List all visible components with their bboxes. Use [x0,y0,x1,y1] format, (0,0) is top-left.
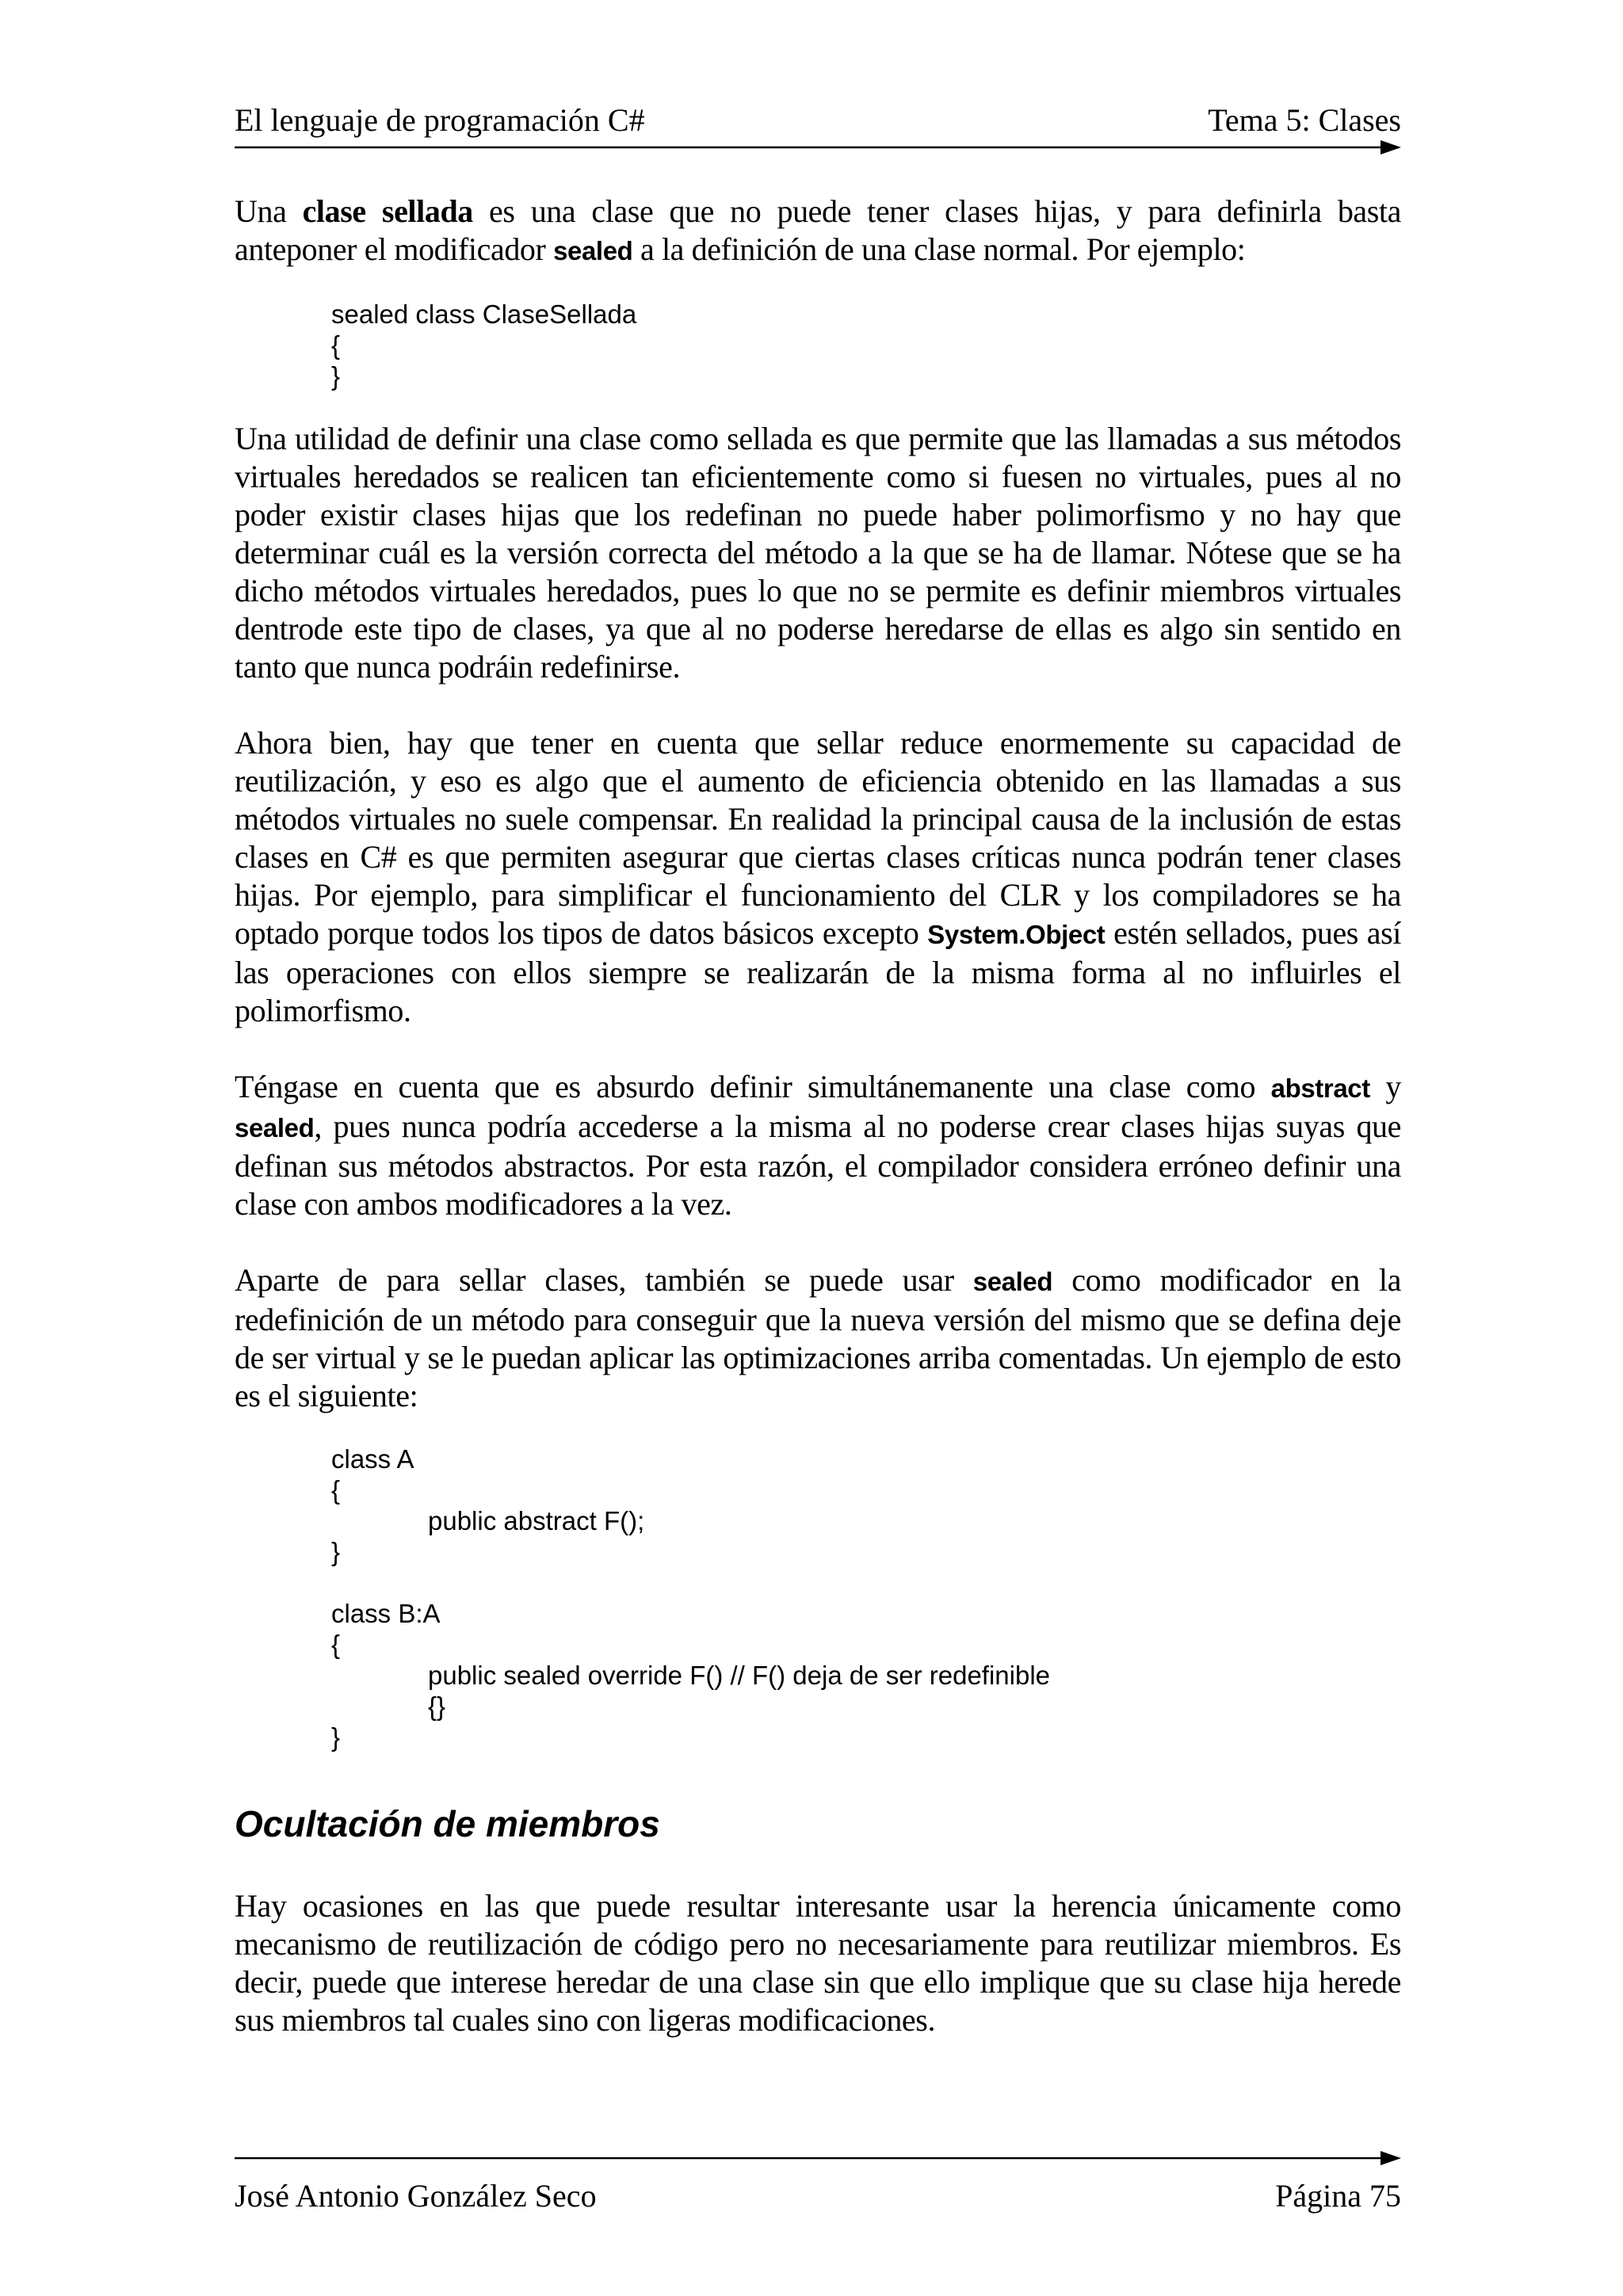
code-line: { [331,1475,341,1505]
code-line: {} [428,1691,446,1721]
document-page [235,0,1401,2296]
code-block-sealed-class [235,299,1401,391]
code-line: public sealed override F() // F() deja de ser redefinible [428,1661,1051,1690]
footer-page-number: Página 75 [1275,2178,1401,2214]
page-content [235,193,1401,2039]
code-line: class B:A [331,1599,441,1628]
paragraph-sealed-utility: Una utilidad de definir una clase como sellada es que permite que las llamadas a sus métodos virtuales heredados se realicen tan eficientemente como si fuesen no virtuales, pues al no poder existir clases hijas que los redefinan no puede haber polimorfismo y no hay que determinar cuál es la versión correcta del método a la que se ha de llamar. Nótese que se ha dicho métodos virtuales heredados, pues lo que no se permite es definir miembros virtuales dentrode este tipo de clases, ya que al no poderse heredarse de ellas es algo sin sentido en tanto que nunca podráin redefinirse. [235,421,1401,685]
header-chapter-title: Tema 5: Clases [1208,102,1401,138]
header-book-title: El lenguaje de programación C# [235,102,645,138]
page-header [235,101,1401,139]
keyword-sealed: sealed [972,1267,1053,1296]
code-line: sealed class ClaseSellada [331,299,637,329]
code-line: } [331,361,341,391]
code-line: public abstract F(); [428,1506,645,1535]
keyword-abstract: abstract [1270,1074,1370,1103]
header-arrow-rule [235,138,1401,157]
keyword-sealed: sealed [235,1113,315,1142]
paragraph-sealed-class-definition: Una clase sellada es una clase que no puede tener clases hijas, y para definirla basta anteponer el modificador sealed a la definición de una clase normal. Por ejemplo: [235,193,1402,267]
code-line: { [331,330,341,360]
paragraph-sealed-reuse: Ahora bien, hay que tener en cuenta que sellar reduce enormemente su capacidad de reutilización, y eso es algo que el aumento de eficiencia obtenido en las llamadas a sus métodos virtuales no suele compensar. En realidad la principal causa de la inclusión de estas clases en C# es que permiten asegurar que ciertas clases críticas nunca podrán tener clases hijas. Por ejemplo, para simplificar el funcionamiento del CLR y los compiladores se ha optado porque todos los tipos de datos básicos excepto System.Object estén sellados, pues así las operaciones con ellos siempre se realizarán de la misma forma al no influirles el polimorfismo. [235,725,1401,1028]
keyword-sealed: sealed [553,236,633,265]
paragraph-abstract-sealed: Téngase en cuenta que es absurdo definir simultánemanente una clase como abstract y sealed, pues nunca podría accederse a la misma al no poderse crear clases hijas suyas que definan sus métodos abstractos. Por esta razón, el compilador considera erróneo definir una clase con ambos modificadores a la vez. [235,1069,1402,1222]
code-line: } [331,1722,341,1752]
bold-term-clase-sellada: clase sellada [302,193,473,229]
code-line: } [331,1537,341,1566]
keyword-system-object: System.Object [927,920,1106,949]
code-line: class A [331,1444,414,1474]
code-line: { [331,1630,341,1659]
paragraph-member-hiding: Hay ocasiones en las que puede resultar interesante usar la herencia únicamente como mecanismo de reutilización de código pero no necesariamente para reutilizar miembros. Es decir, puede que interese heredar de una clase sin que ello implique que su clase hija herede sus miembros tal cuales sino con ligeras modificaciones. [235,1888,1401,2038]
footer-arrow-rule [235,2149,1401,2168]
section-heading: Ocultación de miembros [235,1803,660,1844]
code-block-sealed-override [235,1444,1401,1753]
footer-author: José Antonio González Seco [235,2178,597,2214]
page-footer [235,2177,1401,2215]
paragraph-sealed-methods: Aparte de para sellar clases, también se puede usar sealed como modificador en la redefinición de un método para conseguir que la nueva versión del mismo que se defina deje de ser virtual y se le puedan aplicar las optimizaciones arriba comentadas. Un ejemplo de esto es el siguiente: [235,1262,1401,1413]
